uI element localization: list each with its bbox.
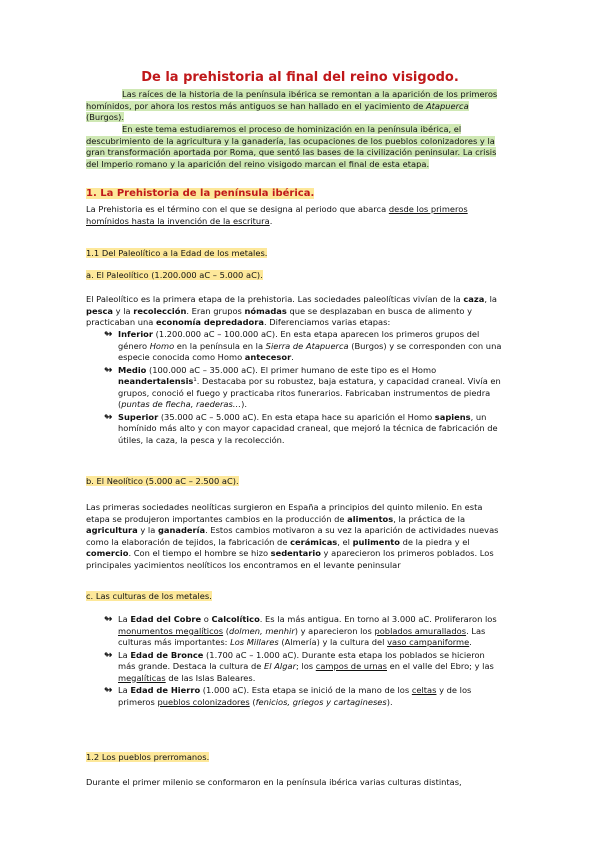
list-item: ↬ Superior (35.000 aC – 5.000 aC). En esta etapa hace su aparición el Homo sapiens, un homínido más alto y con mayor capacidad craneal, que mejoró la técnica de fabricación de útiles, la caza, la pesca y la recolección. xyxy=(104,411,498,445)
list-item: ↬ La Edad del Cobre o Calcolítico. Es la más antigua. En torno al 3.000 aC. Proliferaron los monumentos megalíticos (dolmen, menhir) y aparecieron los poblados amurallados. Las culturas más importantes: Los Millares (Almería) y la cultura del vaso campaniforme. xyxy=(104,614,497,647)
arrow-bullet-icon: ↬ xyxy=(104,685,113,696)
subheading-1-1: 1.1 Del Paleolítico a la Edad de los metales. xyxy=(86,248,268,258)
arrow-bullet-icon: ↬ xyxy=(104,614,113,625)
intro-place: Atapuerca xyxy=(426,100,469,111)
last-paragraph: Durante el primer milenio se conformaron en la península ibérica varias culturas distintas, xyxy=(86,777,462,787)
list-item: ↬ La Edad de Hierro (1.000 aC). Esta etapa se inició de la mano de los celtas y de los primeros pueblos colonizadores (fenicios, griegos y cartagineses). xyxy=(104,685,472,707)
subheading-1-2: 1.2 Los pueblos prerromanos. xyxy=(86,752,210,762)
neolitico-paragraph: Las primeras sociedades neolíticas surgieron en España a principios del quinto milenio. En esta etapa se produjeron importantes cambios en la producción de alimentos, la práctica de la agricultura y la ganadería. Estos cambios motivaron a su vez la aparición de actividades nuevas como la elaboración de tejidos, la fabricación de cerámicas, el pulimento de la piedra y el comercio. Con el tiempo el hombre se hizo sedentario y aparecieron los primeros poblados. Los principales yacimientos neolíticos los encontramos en el levante peninsular xyxy=(86,502,499,570)
intro-text-end: (Burgos). xyxy=(86,112,124,123)
intro-paragraph-2 xyxy=(86,124,506,170)
intro-paragraph-1 xyxy=(86,89,506,124)
arrow-bullet-icon: ↬ xyxy=(104,364,113,376)
list-item: ↬ La Edad de Bronce (1.700 aC – 1.000 aC). Durante esta etapa los poblados se hicieron más grande. Destaca la cultura de El Algar; los campos de urnas en el valle del Ebro; y las megalíticas de las Islas Baleares. xyxy=(104,649,494,683)
paleolitico-paragraph: El Paleolítico es la primera etapa de la prehistoria. Las sociedades paleolíticas vivían de la caza, la pesca y la recolección. Eran grupos nómadas que se desplazaban en busca de alimento y practicaban una economía depredadora. Diferenciamos varias etapas: xyxy=(86,294,497,327)
subheading-neolitico: b. El Neolítico (5.000 aC – 2.500 aC). xyxy=(86,476,239,486)
list-item: ↬ Inferior (1.200.000 aC – 100.000 aC). En esta etapa aparecen los primeros grupos del género Homo en la península en la Sierra de Atapuerca (Burgos) y se corresponden con una especie conocida como Homo antecesor. xyxy=(104,329,502,362)
arrow-bullet-icon: ↬ xyxy=(104,649,113,661)
arrow-bullet-icon: ↬ xyxy=(104,329,113,340)
subheading-paleolitico: a. El Paleolítico (1.200.000 aC – 5.000 aC). xyxy=(86,270,263,280)
section-paragraph: La Prehistoria es el término con el que se designa al periodo que abarca desde los primeros homínidos hasta la invención de la escritura. xyxy=(86,204,468,226)
arrow-bullet-icon: ↬ xyxy=(104,411,113,423)
intro-text-2: En este tema estudiaremos el proceso de hominización en la península ibérica, el descubrimiento de la agricultura y la ganadería, las ocupaciones de los pueblos colonizadores y la gran transformación aportada por Roma, que sentó las bases de la civilización peninsular. La crisis del Imperio romano y la aparición del reino visigodo marcan el final de esta etapa. xyxy=(86,124,497,169)
subheading-metales: c. Las culturas de los metales. xyxy=(86,591,212,601)
section-heading: 1. La Prehistoria de la península ibérica. xyxy=(86,188,315,199)
document-title: De la prehistoria al final del reino visigodo. xyxy=(141,70,459,85)
metales-list xyxy=(104,614,504,709)
paleolitico-list xyxy=(104,329,504,447)
intro-text: Las raíces de la historia de la península ibérica se remontan a la aparición de los primeros homínidos, por ahora los restos más antiguos se han hallado en el yacimiento de xyxy=(86,89,498,111)
list-item: ↬ Medio (100.000 aC – 35.000 aC). El primer humano de este tipo es el Homo neandertalensis¹. Destacaba por su robustez, baja estatura, y capacidad craneal. Vivía en grupos, conoció el fuego y practicaba ritos funerarios. Fabricaban instrumentos de piedra (puntas de flecha, raederas…). xyxy=(104,364,501,409)
